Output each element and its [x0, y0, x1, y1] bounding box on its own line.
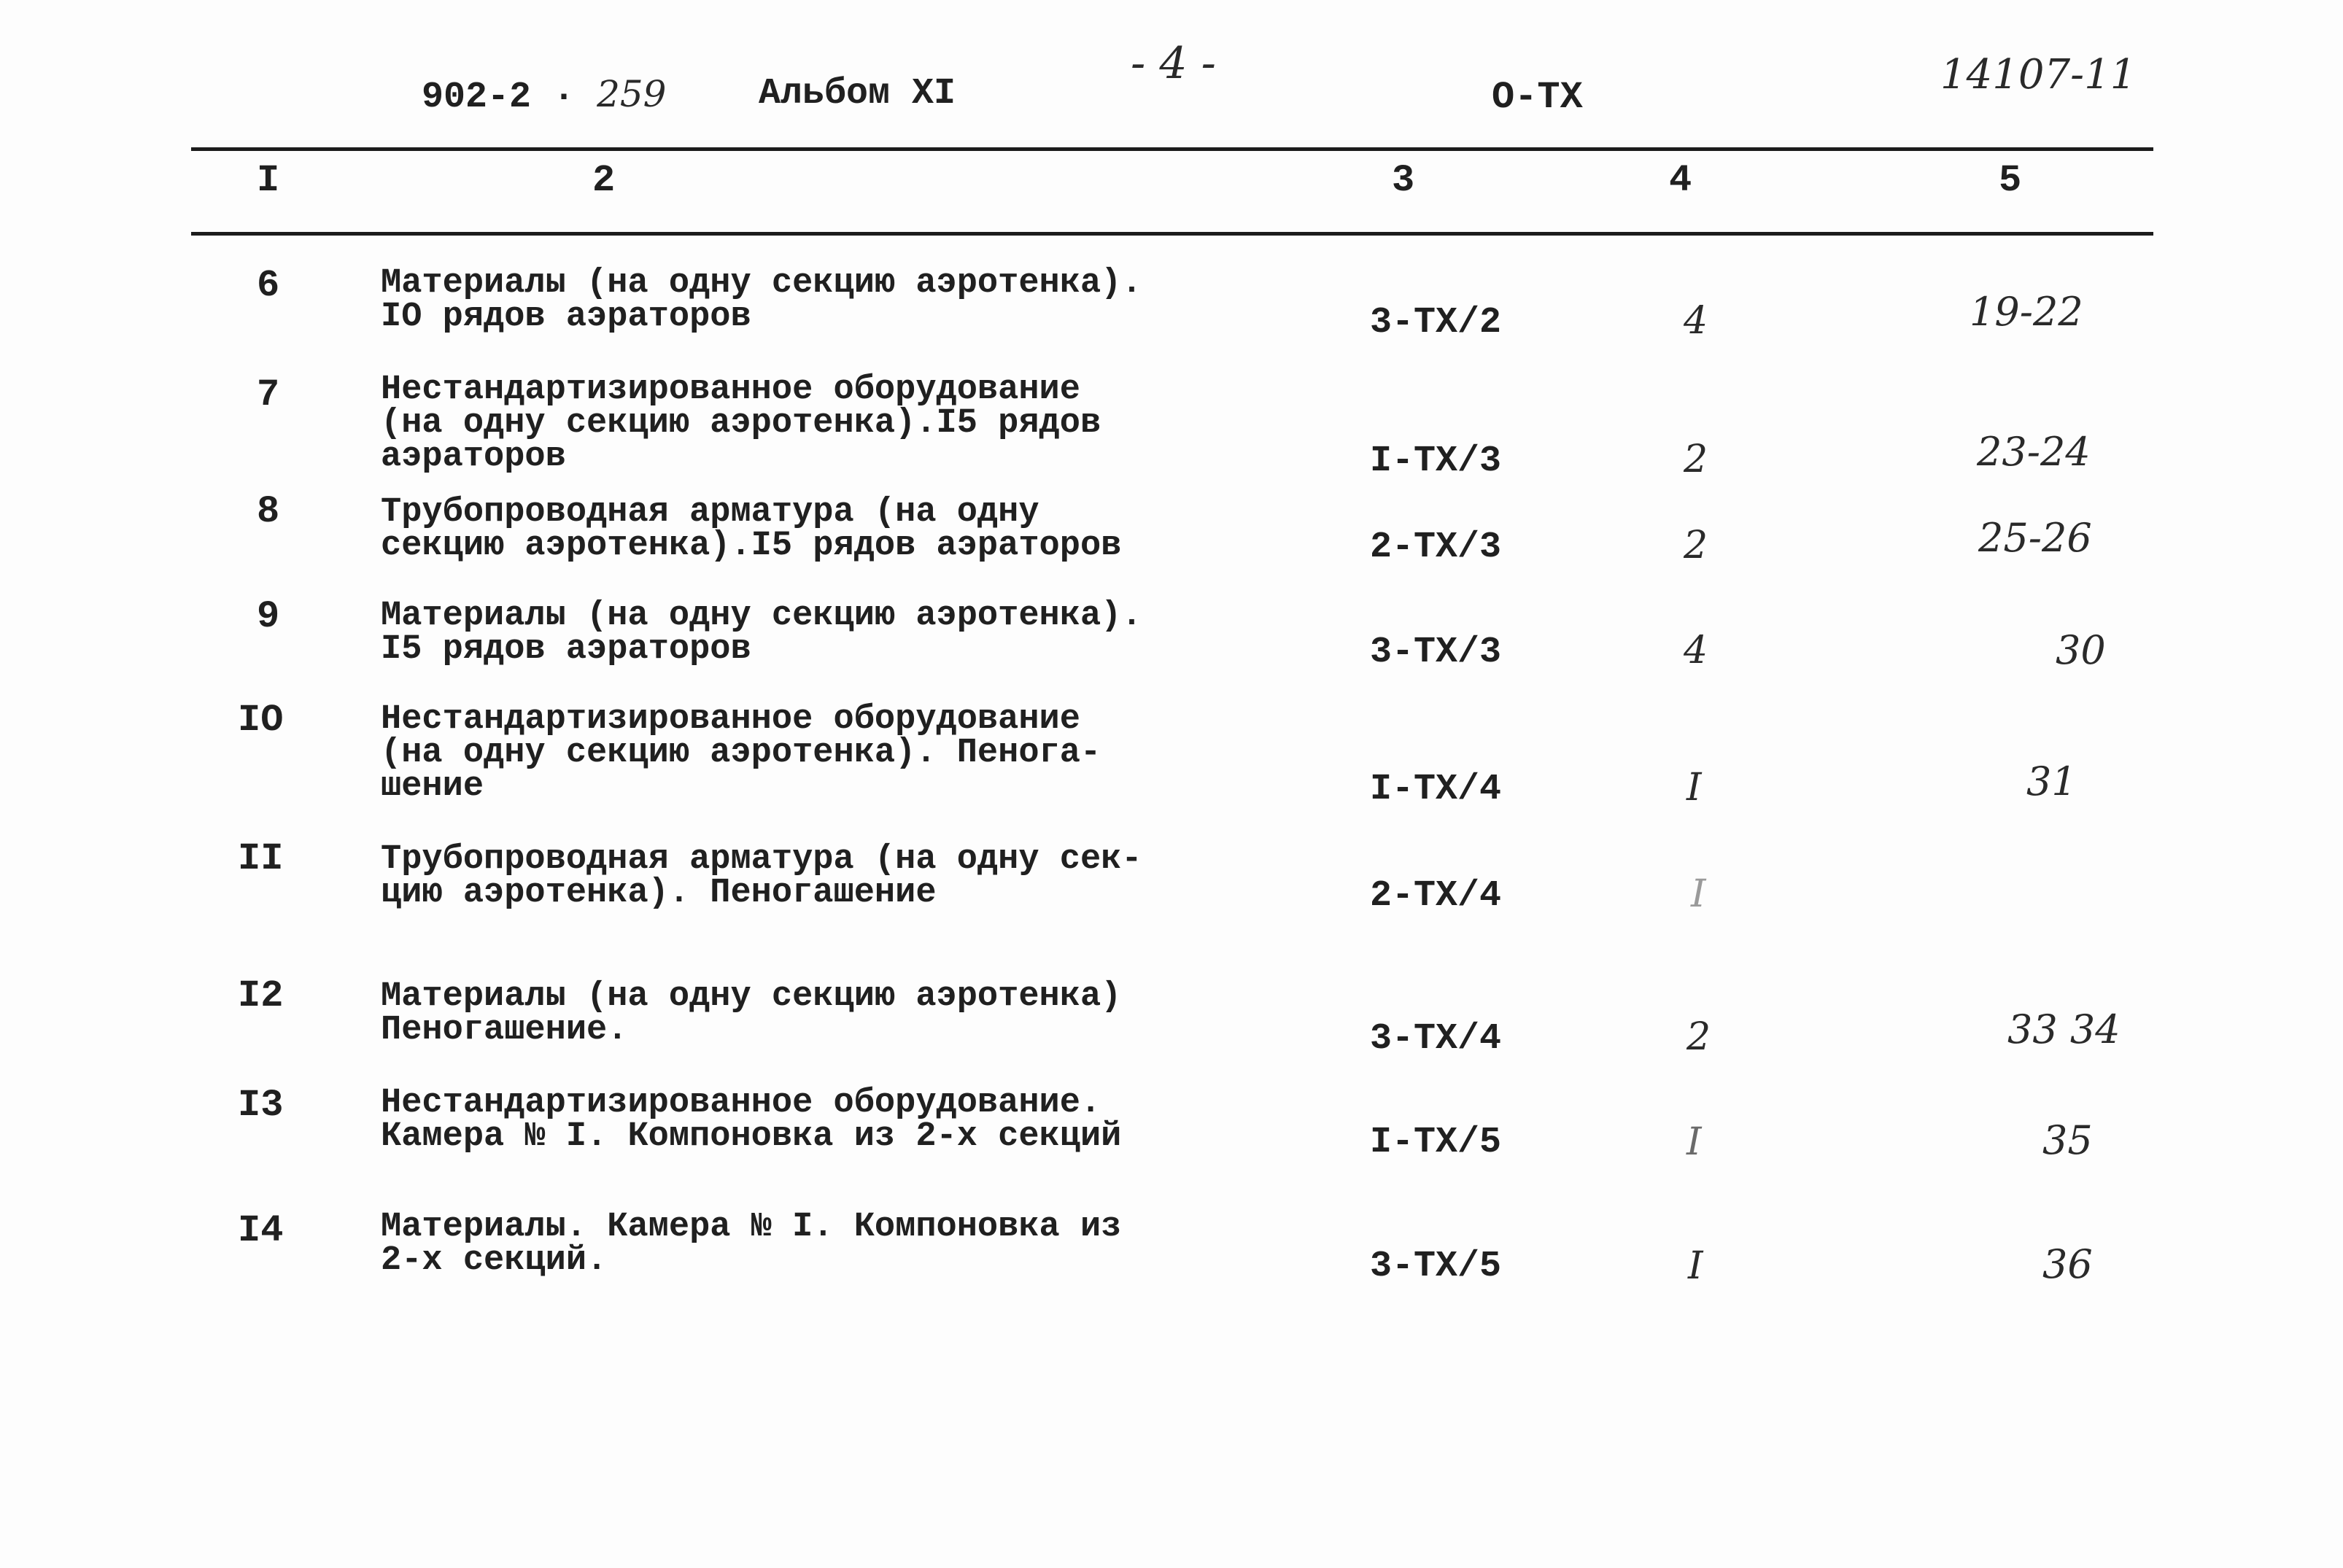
row-mark: 2-ТХ/4	[1370, 875, 1502, 917]
row-quantity: 2	[1686, 1015, 1711, 1059]
row-title: Материалы (на одну секцию аэротенка). IO рядов аэраторов	[381, 264, 1142, 336]
row-quantity: 4	[1684, 629, 1708, 672]
row-pages: 36	[2042, 1241, 2093, 1287]
series-prefix: 902-2 ·	[422, 77, 576, 118]
row-number: II	[238, 837, 284, 880]
row-title: Нестандартизированное оборудование (на одну секцию аэротенка). Пенога- шение	[381, 700, 1101, 806]
row-title: Нестандартизированное оборудование (на одну секцию аэротенка).I5 рядов аэраторов	[381, 370, 1101, 476]
row-mark: 3-ТХ/4	[1370, 1018, 1502, 1060]
series-code	[422, 73, 667, 118]
row-number: 8	[257, 490, 280, 533]
row-title: Материалы (на одну секцию аэротенка) Пеногашение.	[381, 977, 1122, 1049]
row-number: 9	[257, 595, 280, 638]
row-quantity: I	[1686, 1120, 1702, 1164]
column-header-4: 4	[1669, 159, 1692, 202]
row-pages: 35	[2042, 1117, 2093, 1163]
row-number: I3	[238, 1084, 284, 1127]
row-number: 7	[257, 373, 280, 416]
row-quantity: I	[1688, 1244, 1703, 1288]
row-quantity: I	[1686, 766, 1702, 810]
row-pages: 25-26	[1978, 515, 2092, 561]
row-number: 6	[257, 264, 280, 307]
column-header-5: 5	[1999, 159, 2022, 202]
row-quantity: I	[1691, 872, 1706, 916]
row-pages: 33 34	[2007, 1006, 2121, 1052]
row-mark: 2-ТХ/3	[1370, 527, 1502, 568]
header-rule-top	[191, 147, 2153, 151]
row-pages: 19-22	[1970, 289, 2083, 335]
row-mark: I-ТХ/4	[1370, 769, 1502, 810]
row-title: Нестандартизированное оборудование. Камера № I. Компоновка из 2-х секций	[381, 1084, 1122, 1156]
row-pages: 23-24	[1977, 429, 2091, 475]
header-rule-bottom	[191, 232, 2153, 236]
row-pages: 30	[2056, 627, 2106, 673]
row-mark: 3-ТХ/5	[1370, 1246, 1502, 1287]
column-header-3: 3	[1392, 159, 1415, 202]
column-header-1: I	[257, 159, 280, 202]
row-mark: I-ТХ/3	[1370, 440, 1502, 482]
row-number: I4	[238, 1209, 284, 1252]
doc-number: 14107-11	[1940, 51, 2137, 98]
page-number: - 4 -	[1131, 38, 1216, 89]
row-mark: 3-ТХ/2	[1370, 302, 1502, 344]
row-quantity: 4	[1684, 299, 1708, 343]
row-pages: 31	[2026, 758, 2077, 804]
row-title: Материалы (на одну секцию аэротенка). I5 рядов аэраторов	[381, 597, 1142, 669]
column-header-2: 2	[592, 159, 616, 202]
row-mark: I-ТХ/5	[1370, 1122, 1502, 1163]
row-mark: 3-ТХ/3	[1370, 632, 1502, 673]
album-label: Альбом XI	[759, 73, 956, 115]
row-title: Материалы. Камера № I. Компоновка из 2-х секций.	[381, 1208, 1122, 1280]
row-title: Трубопроводная арматура (на одну сек- цию аэротенка). Пеногашение	[381, 840, 1142, 912]
series-number: 259	[597, 73, 667, 115]
row-number: I2	[238, 974, 284, 1017]
row-number: IO	[238, 699, 284, 742]
row-quantity: 2	[1684, 438, 1708, 481]
doc-code: О-ТХ	[1492, 76, 1583, 119]
row-title: Трубопроводная арматура (на одну секцию аэротенка).I5 рядов аэраторов	[381, 493, 1122, 565]
row-quantity: 2	[1684, 524, 1708, 567]
